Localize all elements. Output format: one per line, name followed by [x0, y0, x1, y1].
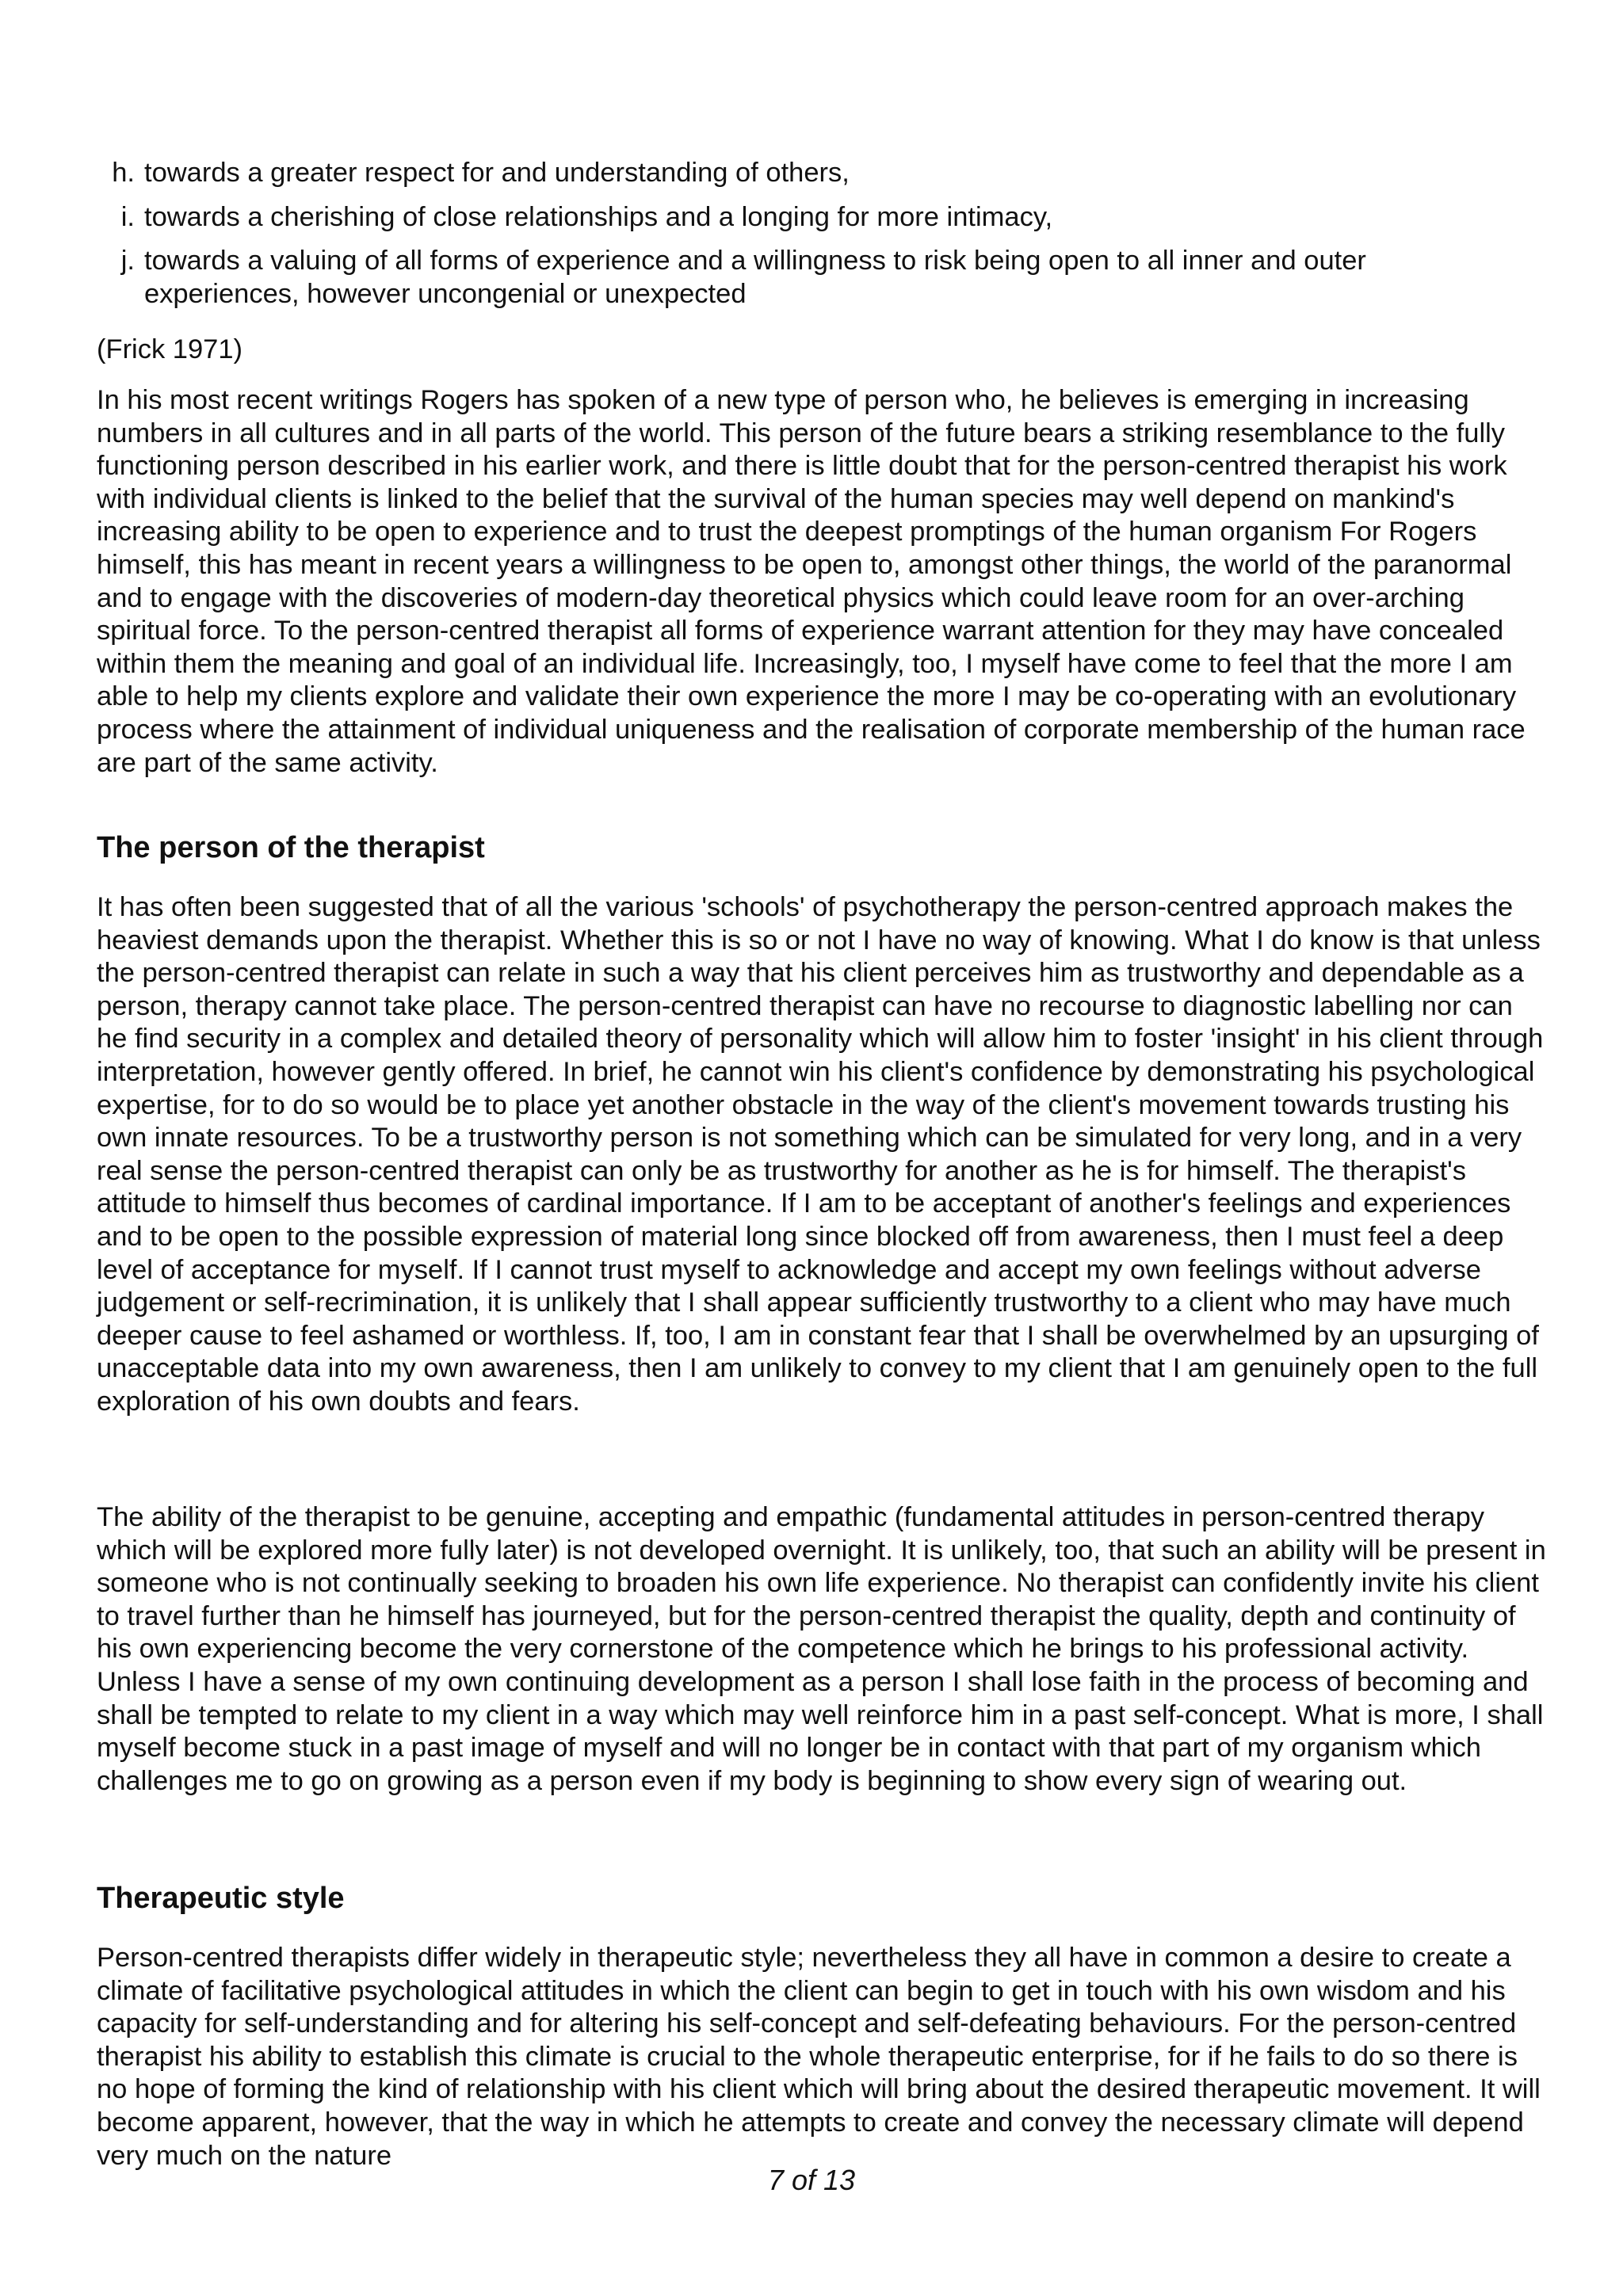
- paragraph-future-person: In his most recent writings Rogers has spoken of a new type of person who, he believes is emerging in increasing numbers in all cultures and in all parts of the world. This person of the future bears a striking resemblance to the fully functioning person described in his earlier work, and there is little doubt that for the person-centred therapist his work with individual clients is linked to the belief that the survival of the human species may well depend on mankind's increasing ability to be open to experience and to trust the deepest promptings of the human organism For Rogers himself, this has meant in recent years a willingness to be open to, amongst other things, the world of the paranormal and to engage with the discoveries of modern-day theoretical physics which could leave room for an over-arching spiritual force. To the person-centred therapist all forms of experience warrant attention for they may have concealed within them the meaning and goal of an individual life. Increasingly, too, I myself have come to feel that the more I am able to help my clients explore and validate their own experience the more I may be co-operating with an evolutionary process where the attainment of individual uniqueness and the realisation of corporate membership of the human race are part of the same activity.: [97, 385, 1526, 778]
- list-marker: h.: [112, 158, 135, 188]
- paragraph-person-1: It has often been suggested that of all the various 'schools' of psychotherapy the person-centred approach makes the heaviest demands upon the therapist. Whether this is so or not I have no way of knowing. What I do know is that unless the person-centred therapist can relate in such a way that his client perceives him as trustworthy and dependable as a person, therapy cannot take place. The person-centred therapist can have no recourse to diagnostic labelling nor can he find security in a complex and detailed theory of personality which will allow him to foster 'insight' in his client through interpretation, however gently offered. In brief, he cannot win his client's confidence by demonstrating his psychological expertise, for to do so would be to place yet another obstacle in the way of the client's movement towards trusting his own innate resources. To be a trustworthy person is not something which can be simulated for very long, and in a very real sense the person-centred therapist can only be as trustworthy for another as he is for himself. The therapist's attitude to himself thus becomes of cardinal importance. If I am to be acceptant of another's feelings and experiences and to be open to the possible expression of material long since blocked off from awareness, then I must feel a deep level of acceptance for myself. If I cannot trust myself to acknowledge and accept my own feelings without adverse judgement or self-recrimination, it is unlikely that I shall appear sufficiently trustworthy to a client who may have much deeper cause to feel ashamed or worthless. If, too, I am in constant fear that I shall be overwhelmed by an upsurging of unacceptable data into my own awareness, then I am unlikely to convey to my client that I am genuinely open to the full exploration of his own doubts and fears.: [97, 892, 1544, 1417]
- list-item: [0, 245, 1623, 311]
- section-heading-person-of-therapist: The person of the therapist: [97, 831, 485, 864]
- paragraph-person-2: The ability of the therapist to be genuine, accepting and empathic (fundamental attitudes in person-centred therapy which will be explored more fully later) is not developed overnight. It is unlikely, too, that such an ability will be present in someone who is not continually seeking to broaden his own life experience. No therapist can confidently invite his client to travel further than he himself has journeyed, but for the person-centred therapist the quality, depth and continuity of his own experiencing become the very cornerstone of the competence which he brings to his professional activity. Unless I have a sense of my own continuing development as a person I shall lose faith in the process of becoming and shall be tempted to relate to my client in a way which may well reinforce him in a past self-concept. What is more, I shall myself become stuck in a past image of myself and will no longer be in contact with that part of my organism which challenges me to go on growing as a person even if my body is beginning to show every sign of wearing out.: [97, 1502, 1546, 1796]
- page-number-footer: 7 of 13: [767, 2164, 856, 2196]
- list-item-text: towards a greater respect for and understanding of others,: [144, 158, 850, 188]
- list-item-text: towards a cherishing of close relationships and a longing for more intimacy,: [144, 201, 1053, 232]
- list-item: [0, 157, 1623, 190]
- section-heading-therapeutic-style: Therapeutic style: [97, 1882, 345, 1915]
- paragraph-therapeutic-style: Person-centred therapists differ widely in therapeutic style; nevertheless they all have in common a desire to create a climate of facilitative psychological attitudes in which the client can begin to get in touch with his own wisdom and his capacity for self-understanding and for altering his self-concept and self-defeating behaviours. For the person-centred therapist his ability to establish this climate is crucial to the whole therapeutic enterprise, for if he fails to do so there is no hope of forming the kind of relationship with his client which will bring about the desired therapeutic movement. It will become apparent, however, that the way in which he attempts to create and convey the necessary climate will depend very much on the nature: [97, 1943, 1541, 2171]
- list-item-text: towards a valuing of all forms of experience and a willingness to risk being open to all inner and outer experiences, however uncongenial or unexpected: [144, 246, 1366, 309]
- list-marker: i.: [120, 201, 135, 232]
- attitude-list: [0, 157, 1623, 311]
- list-item: [0, 201, 1623, 235]
- list-marker: j.: [120, 246, 135, 277]
- citation: (Frick 1971): [97, 334, 243, 364]
